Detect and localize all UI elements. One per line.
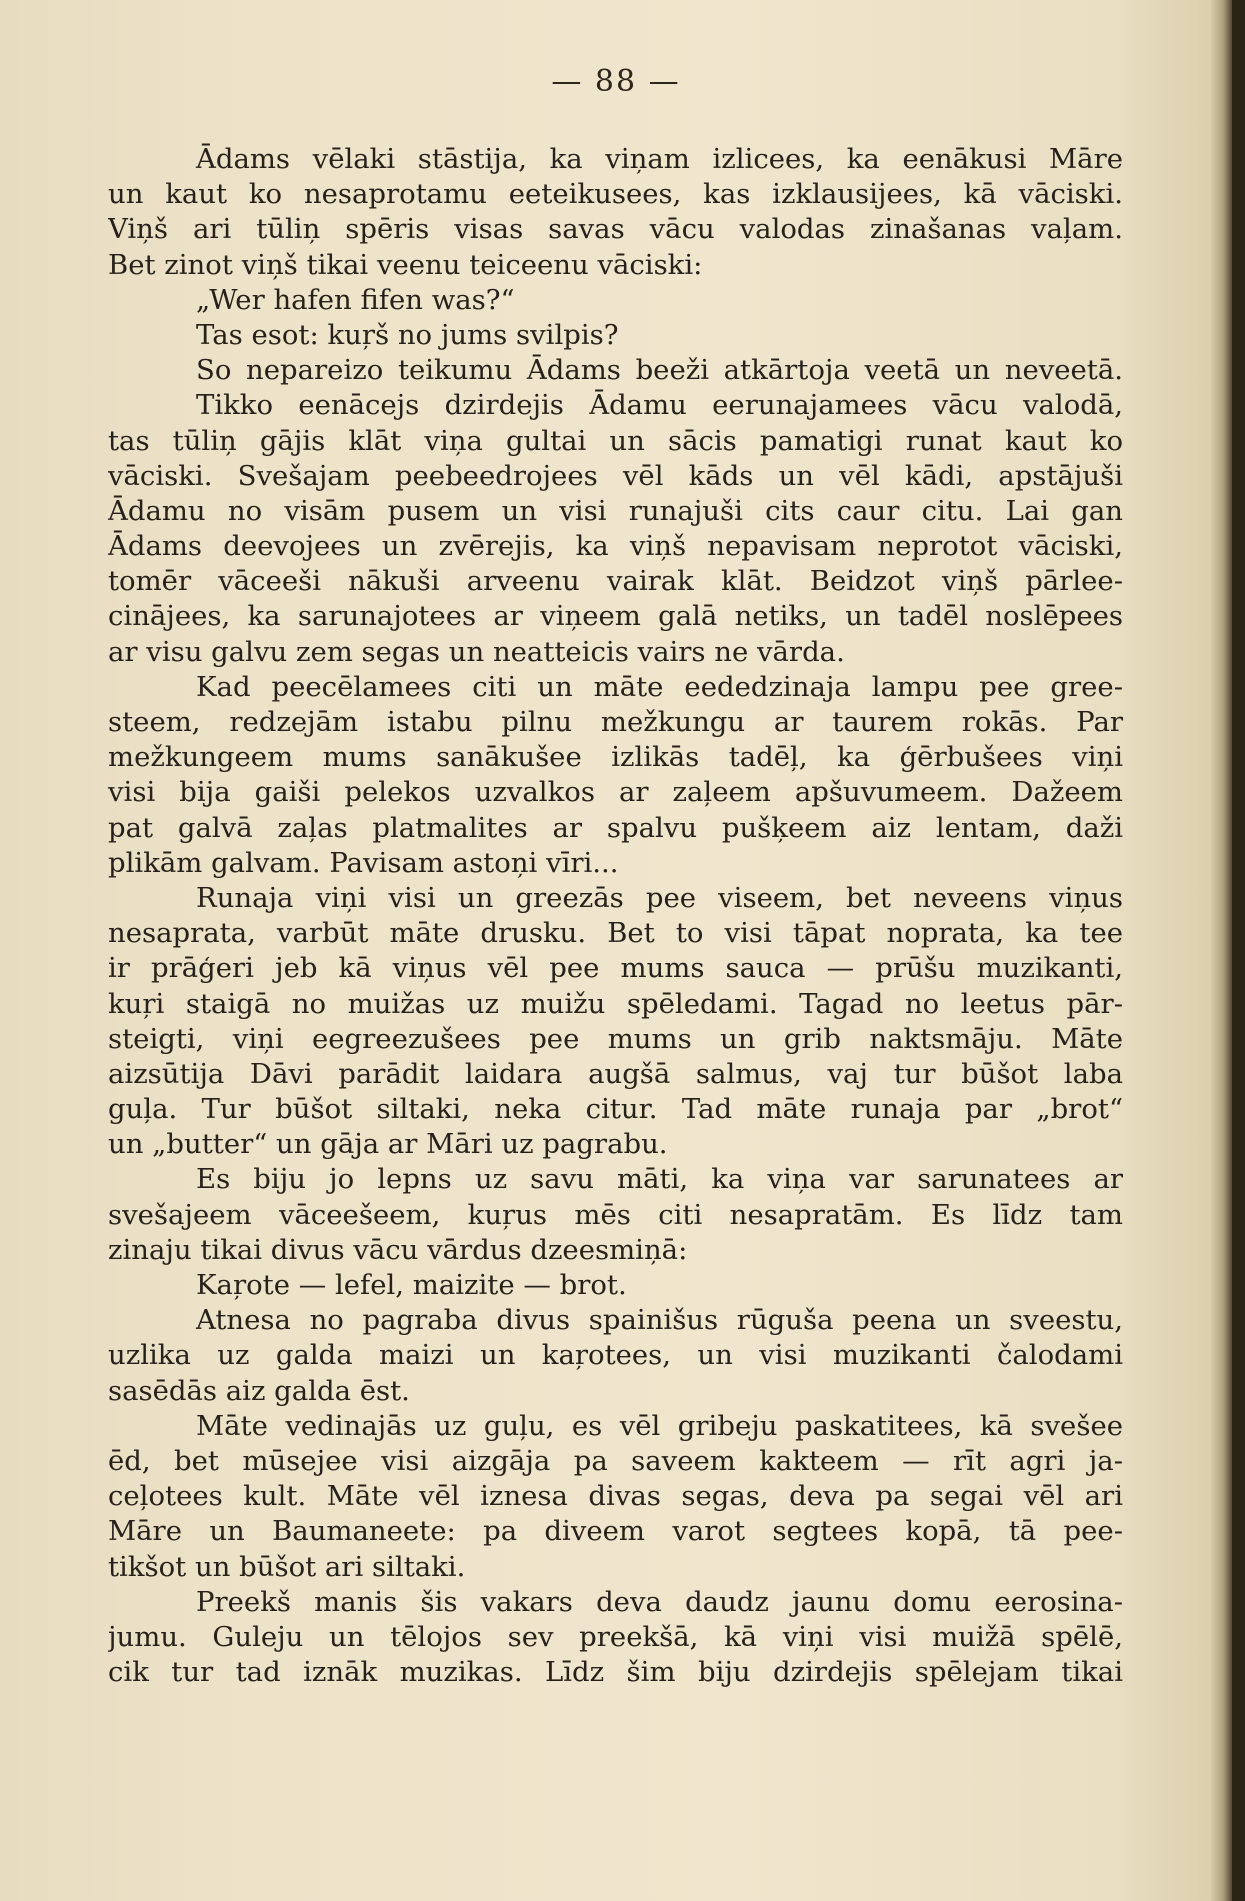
text-line: tomēr vāceeši nākuši arveenu vairak klāt. Beidzot viņš pārlee- — [108, 565, 1123, 598]
text-line: svešajeem vāceešeem, kuŗus mēs citi nesapratām. Es līdz tam — [108, 1198, 1123, 1231]
text-line: visi bija gaiši pelekos uzvalkos ar zaļeem apšuvumeem. Dažeem — [108, 776, 1123, 809]
text-line: tas tūliņ gājis klāt viņa gultai un sācis pamatigi runat kaut ko — [108, 424, 1123, 457]
text-line: plikām galvam. Pavisam astoņi vīri... — [108, 846, 619, 879]
text-line: tikšot un būšot ari siltaki. — [108, 1550, 466, 1583]
text-line: un kaut ko nesaprotamu eeteikusees, kas izklausijees, kā vāciski. — [108, 178, 1123, 211]
text-line: Māte vedinajās uz guļu, es vēl gribeju paskatitees, kā svešee — [196, 1409, 1123, 1442]
text-line: Māre un Baumaneete: pa diveem varot segtees kopā, tā pee- — [108, 1515, 1123, 1548]
text-line: ir prāģeri jeb kā viņus vēl pee mums sauca — prūšu muzikanti, — [108, 952, 1123, 985]
text-line: Es biju jo lepns uz savu māti, ka viņa var sarunatees ar — [196, 1163, 1123, 1196]
page-spine-shadow — [1210, 0, 1232, 1901]
text-line: „Wer hafen fifen was?“ — [196, 283, 515, 316]
text-line: Runaja viņi visi un greezās pee viseem, bet neveens viņus — [196, 881, 1123, 914]
text-line: kuŗi staigā no muižas uz muižu spēledami. Tagad no leetus pār- — [108, 987, 1123, 1020]
text-line: Viņš ari tūliņ spēris visas savas vācu valodas zinašanas vaļam. — [108, 213, 1123, 246]
text-line: Kaŗote — lefel, maizite — brot. — [196, 1269, 627, 1301]
text-line: pat galvā zaļas platmalites ar spalvu pušķeem aiz lentam, daži — [108, 811, 1123, 844]
text-line: Kad peecēlamees citi un māte eededzinaja lampu pee gree- — [196, 670, 1123, 703]
text-line: vāciski. Svešajam peebeedrojees vēl kāds un vēl kādi, apstājuši — [108, 459, 1123, 492]
text-line: cinājees, ka sarunajotees ar viņeem galā netiks, un tadēl noslēpees — [108, 600, 1123, 633]
text-line: nesaprata, varbūt māte drusku. Bet to visi tāpat noprata, ka tee — [108, 917, 1123, 950]
text-line: Ādams vēlaki stāstija, ka viņam izlicees, ka eenākusi Māre — [196, 143, 1123, 175]
text-line: Ādamu no visām pusem un visi runajuši cits caur citu. Lai gan — [108, 494, 1123, 527]
text-line: steem, redzejām istabu pilnu mežkungu ar taurem rokās. Par — [108, 706, 1123, 738]
text-line: guļa. Tur būšot siltaki, neka citur. Tad māte runaja par „brot“ — [108, 1093, 1123, 1126]
text-line: Ādams deevojees un zvērejis, ka viņš nepavisam neprotot vāciski, — [108, 530, 1123, 563]
text-line: So nepareizo teikumu Ādams beeži atkārtoja veetā un neveetā. — [196, 354, 1123, 387]
text-line: ceļotees kult. Māte vēl iznesa divas segas, deva pa segai vēl ari — [108, 1480, 1123, 1513]
text-line: sasēdās aiz galda ēst. — [108, 1374, 410, 1407]
text-line: zinaju tikai divus vācu vārdus dzeesmiņā: — [108, 1233, 688, 1266]
page-number: — 88 — — [551, 64, 681, 99]
text-line: ēd, bet mūsejee visi aizgāja pa saveem kakteem — rīt agri ja- — [108, 1444, 1123, 1477]
text-line: steigti, viņi eegreezušees pee mums un grib naktsmāju. Māte — [108, 1022, 1123, 1055]
body-text — [108, 142, 1123, 1690]
text-line: un „butter“ un gāja ar Māri uz pagrabu. — [108, 1128, 668, 1161]
text-line: mežkungeem mums sanākušee izlikās tadēļ, ka ģērbušees viņi — [108, 741, 1123, 774]
text-line: cik tur tad iznāk muzikas. Līdz šim biju dzirdejis spēlejam tikai — [108, 1656, 1123, 1689]
text-line: jumu. Guleju un tēlojos sev preekšā, kā viņi visi muižā spēlē, — [108, 1620, 1123, 1653]
page-edge — [1232, 0, 1245, 1901]
text-line: Tas esot: kuŗš no jums svilpis? — [196, 318, 619, 351]
text-line: Bet zinot viņš tikai veenu teiceenu vāciski: — [108, 248, 703, 281]
text-line: Tikko eenācejs dzirdejis Ādamu eerunajamees vācu valodā, — [196, 389, 1123, 422]
text-line: Preekš manis šis vakars deva daudz jaunu domu eerosina- — [196, 1585, 1123, 1618]
text-line: ar visu galvu zem segas un neatteicis vairs ne vārda. — [108, 635, 845, 668]
text-line: uzlika uz galda maizi un kaŗotees, un visi muzikanti čalodami — [108, 1339, 1123, 1372]
text-line: Atnesa no pagraba divus spainišus rūguša peena un sveestu, — [196, 1304, 1123, 1337]
text-line: aizsūtija Dāvi parādit laidara augšā salmus, vaj tur būšot laba — [108, 1057, 1123, 1090]
